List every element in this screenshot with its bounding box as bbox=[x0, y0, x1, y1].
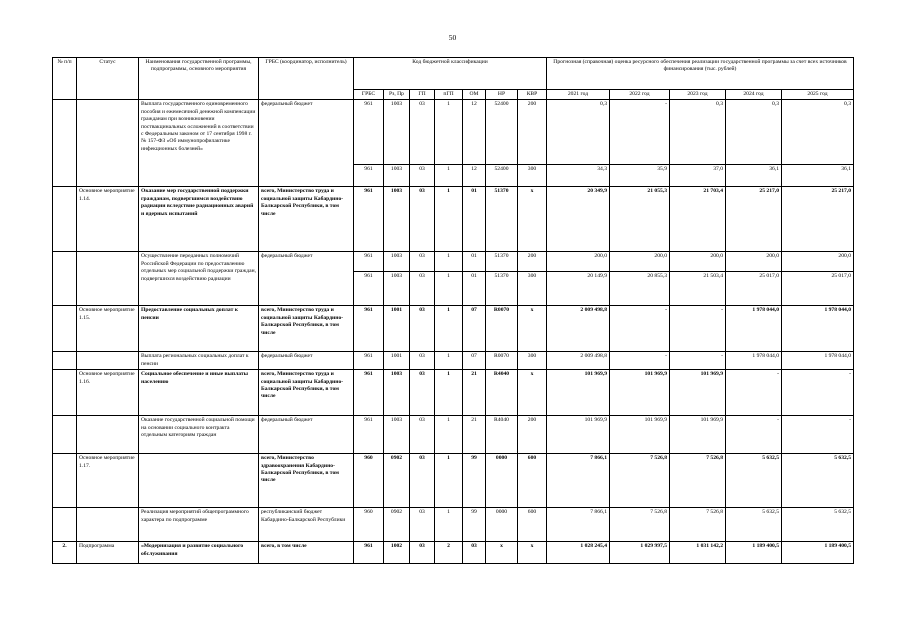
row-value: 0,3 bbox=[782, 100, 854, 165]
row-code: 07 bbox=[463, 352, 486, 370]
row-value: - bbox=[610, 306, 670, 352]
row-value: 25 217,0 bbox=[726, 187, 782, 252]
row-status bbox=[77, 352, 139, 370]
header-code-1: Рз, Пр bbox=[384, 90, 410, 100]
row-grbs: всего, в том числе bbox=[259, 542, 354, 564]
row-status bbox=[77, 416, 139, 454]
table-row bbox=[53, 454, 854, 508]
row-grbs: всего, Министерство труда и социальной защиты Кабардино-Балкарской Республики, в том числе bbox=[259, 306, 354, 352]
row-code: х bbox=[518, 187, 547, 252]
row-code: 960 bbox=[354, 454, 384, 508]
row-code: 300 bbox=[518, 272, 547, 306]
row-code: 21 bbox=[463, 416, 486, 454]
row-value: 0,3 bbox=[670, 100, 726, 165]
row-code: 961 bbox=[354, 416, 384, 454]
row-code: 07 bbox=[463, 306, 486, 352]
row-code: 1 bbox=[435, 352, 463, 370]
row-value: 5 632,5 bbox=[782, 454, 854, 508]
row-name: Оказание мер государственной поддержки гражданам, подвергшимся воздействию радиации вследствие радиационных аварий и ядерных испытаний bbox=[139, 187, 259, 252]
row-code: 1 bbox=[435, 306, 463, 352]
row-num bbox=[53, 352, 77, 370]
row-code: 961 bbox=[354, 100, 384, 165]
row-value: 200,0 bbox=[670, 252, 726, 272]
row-status: Основное мероприятие 1.14. bbox=[77, 187, 139, 252]
row-code: 0000 bbox=[486, 508, 518, 542]
row-code: 1 bbox=[435, 416, 463, 454]
row-code: R4040 bbox=[486, 416, 518, 454]
row-code: 03 bbox=[410, 370, 435, 416]
row-value: 0,3 bbox=[726, 100, 782, 165]
row-num bbox=[53, 306, 77, 352]
header-row bbox=[53, 58, 854, 90]
header-code-4: ОМ bbox=[463, 90, 486, 100]
row-code: 1003 bbox=[384, 252, 410, 272]
row-value: 101 969,9 bbox=[547, 416, 610, 454]
row-value: 200,0 bbox=[726, 252, 782, 272]
row-status: Подпрограмма bbox=[77, 542, 139, 564]
table-row bbox=[53, 352, 854, 370]
row-code: 961 bbox=[354, 187, 384, 252]
row-status bbox=[77, 508, 139, 542]
row-code: 03 bbox=[410, 165, 435, 187]
row-code: 03 bbox=[410, 508, 435, 542]
table-row bbox=[53, 416, 854, 454]
row-value: - bbox=[782, 416, 854, 454]
row-value: 200,0 bbox=[610, 252, 670, 272]
row-code: 600 bbox=[518, 454, 547, 508]
row-value: - bbox=[782, 370, 854, 416]
row-code: 03 bbox=[410, 272, 435, 306]
row-grbs: федеральный бюджет bbox=[259, 416, 354, 454]
row-code: 0902 bbox=[384, 508, 410, 542]
table-row bbox=[53, 306, 854, 352]
row-num bbox=[53, 416, 77, 454]
row-num bbox=[53, 508, 77, 542]
row-num bbox=[53, 100, 77, 187]
row-value: 101 969,9 bbox=[670, 370, 726, 416]
row-code: 03 bbox=[410, 542, 435, 564]
row-value: 101 969,9 bbox=[670, 416, 726, 454]
row-code: 1 bbox=[435, 252, 463, 272]
header-year-2: 2023 год bbox=[670, 90, 726, 100]
row-code: 51370 bbox=[486, 252, 518, 272]
row-value: 7 866,1 bbox=[547, 454, 610, 508]
row-code: 0000 bbox=[486, 454, 518, 508]
row-code: х bbox=[518, 370, 547, 416]
row-value: 101 969,9 bbox=[547, 370, 610, 416]
table-row bbox=[53, 187, 854, 252]
table-row bbox=[53, 508, 854, 542]
row-code: 600 bbox=[518, 508, 547, 542]
row-value: 7 526,8 bbox=[610, 508, 670, 542]
row-num bbox=[53, 454, 77, 508]
row-code: 961 bbox=[354, 542, 384, 564]
row-value: 37,0 bbox=[670, 165, 726, 187]
row-code: 961 bbox=[354, 306, 384, 352]
row-code: 1 bbox=[435, 272, 463, 306]
row-value: 1 978 044,0 bbox=[782, 352, 854, 370]
header-code-6: КВР bbox=[518, 90, 547, 100]
row-num: 2. bbox=[53, 542, 77, 564]
row-code: 99 bbox=[463, 508, 486, 542]
row-code: 51370 bbox=[486, 187, 518, 252]
row-value: 2 009 498,8 bbox=[547, 306, 610, 352]
header-status: Статус bbox=[77, 58, 139, 100]
row-value: 21 503,4 bbox=[670, 272, 726, 306]
row-code: 03 bbox=[410, 252, 435, 272]
row-code: 1003 bbox=[384, 165, 410, 187]
row-code: R0070 bbox=[486, 306, 518, 352]
row-grbs: федеральный бюджет bbox=[259, 252, 354, 306]
row-status: Основное мероприятие 1.17. bbox=[77, 454, 139, 508]
row-value: 101 969,9 bbox=[610, 416, 670, 454]
row-code: х bbox=[518, 306, 547, 352]
row-value: 101 969,9 bbox=[610, 370, 670, 416]
row-code: х bbox=[486, 542, 518, 564]
header-code-0: ГРБС bbox=[354, 90, 384, 100]
row-code: 99 bbox=[463, 454, 486, 508]
row-code: 03 bbox=[410, 416, 435, 454]
row-value: 0,3 bbox=[547, 100, 610, 165]
row-value: 7 866,1 bbox=[547, 508, 610, 542]
row-grbs: федеральный бюджет bbox=[259, 352, 354, 370]
row-name: Реализация мероприятий общепрограммного характера по подпрограмме bbox=[139, 508, 259, 542]
row-grbs: республиканский бюджет Кабардино-Балкарской Республики bbox=[259, 508, 354, 542]
row-code: 1003 bbox=[384, 187, 410, 252]
row-value: 1 978 044,0 bbox=[782, 306, 854, 352]
row-code: R4040 bbox=[486, 370, 518, 416]
row-status: Основное мероприятие 1.16. bbox=[77, 370, 139, 416]
budget-table bbox=[52, 57, 854, 564]
row-num bbox=[53, 187, 77, 252]
row-code: R0070 bbox=[486, 352, 518, 370]
row-value: 25 017,0 bbox=[726, 272, 782, 306]
row-value: - bbox=[670, 352, 726, 370]
row-value: 36,1 bbox=[726, 165, 782, 187]
row-value: 1 189 400,5 bbox=[782, 542, 854, 564]
row-value: 25 217,0 bbox=[782, 187, 854, 252]
row-code: 1 bbox=[435, 454, 463, 508]
header-name: Наименования государственной программы, подпрограммы, основного мероприятия bbox=[139, 58, 259, 100]
row-value: 21 055,3 bbox=[610, 187, 670, 252]
row-code: 1001 bbox=[384, 352, 410, 370]
header-code-2: ГП bbox=[410, 90, 435, 100]
row-code: 01 bbox=[463, 187, 486, 252]
row-code: 300 bbox=[518, 165, 547, 187]
row-code: 961 bbox=[354, 352, 384, 370]
row-value: 21 703,4 bbox=[670, 187, 726, 252]
row-value: 7 526,8 bbox=[670, 508, 726, 542]
row-value: 5 632,5 bbox=[726, 508, 782, 542]
row-code: 03 bbox=[463, 542, 486, 564]
row-code: 961 bbox=[354, 165, 384, 187]
row-code: 300 bbox=[518, 352, 547, 370]
row-code: 52400 bbox=[486, 165, 518, 187]
row-code: 01 bbox=[463, 252, 486, 272]
row-code: 03 bbox=[410, 187, 435, 252]
table-row bbox=[53, 542, 854, 564]
row-name: Оказание государственной социальной помощи на основании социального контракта отдельным категориям граждан bbox=[139, 416, 259, 454]
table-row bbox=[53, 252, 854, 272]
row-value: 7 526,8 bbox=[610, 454, 670, 508]
row-status bbox=[77, 252, 139, 306]
row-code: 2 bbox=[435, 542, 463, 564]
row-value: 36,1 bbox=[782, 165, 854, 187]
row-name: Социальное обеспечение и иные выплаты населению bbox=[139, 370, 259, 416]
row-code: 1003 bbox=[384, 100, 410, 165]
header-year-4: 2025 год bbox=[782, 90, 854, 100]
row-status bbox=[77, 100, 139, 187]
row-code: 51370 bbox=[486, 272, 518, 306]
row-code: 01 bbox=[463, 272, 486, 306]
header-code: Код бюджетной классификации bbox=[354, 58, 547, 90]
row-value: 20 349,9 bbox=[547, 187, 610, 252]
row-grbs: всего, Министерство труда и социальной защиты Кабардино-Балкарской Республики, в том числе bbox=[259, 370, 354, 416]
row-value: 7 526,8 bbox=[670, 454, 726, 508]
row-code: 200 bbox=[518, 416, 547, 454]
row-code: 1003 bbox=[384, 370, 410, 416]
row-value: 1 189 400,5 bbox=[726, 542, 782, 564]
row-value: 1 029 997,5 bbox=[610, 542, 670, 564]
row-code: 12 bbox=[463, 165, 486, 187]
row-code: 1001 bbox=[384, 306, 410, 352]
row-code: 03 bbox=[410, 352, 435, 370]
row-code: х bbox=[518, 542, 547, 564]
row-value: - bbox=[610, 352, 670, 370]
table-row bbox=[53, 100, 854, 165]
row-code: 0902 bbox=[384, 454, 410, 508]
row-code: 200 bbox=[518, 100, 547, 165]
row-code: 200 bbox=[518, 252, 547, 272]
row-value: 20 855,3 bbox=[610, 272, 670, 306]
row-code: 961 bbox=[354, 272, 384, 306]
row-code: 1003 bbox=[384, 272, 410, 306]
header-grbs: ГРБС (координатор, исполнитель) bbox=[259, 58, 354, 100]
header-code-3: пГП bbox=[435, 90, 463, 100]
row-value: 35,9 bbox=[610, 165, 670, 187]
row-code: 961 bbox=[354, 252, 384, 272]
page-number: 50 bbox=[448, 33, 457, 42]
row-name bbox=[139, 454, 259, 508]
row-code: 1 bbox=[435, 187, 463, 252]
row-code: 960 bbox=[354, 508, 384, 542]
row-value: 34,3 bbox=[547, 165, 610, 187]
row-code: 21 bbox=[463, 370, 486, 416]
row-name: Осуществление переданных полномочий Российской Федерации по предоставлению отдельных мер социальной поддержки граждан, подвергшихся воздействию радиации bbox=[139, 252, 259, 306]
header-code-5: НР bbox=[486, 90, 518, 100]
row-value: 200,0 bbox=[547, 252, 610, 272]
row-code: 1 bbox=[435, 165, 463, 187]
row-code: 1 bbox=[435, 370, 463, 416]
row-code: 1002 bbox=[384, 542, 410, 564]
row-value: - bbox=[726, 370, 782, 416]
row-value: 200,0 bbox=[782, 252, 854, 272]
header-year-0: 2021 год bbox=[547, 90, 610, 100]
row-value: 20 149,9 bbox=[547, 272, 610, 306]
header-num: № п/п bbox=[53, 58, 77, 100]
row-value: 1 978 044,0 bbox=[726, 306, 782, 352]
row-value: 5 632,5 bbox=[726, 454, 782, 508]
header-year-3: 2024 год bbox=[726, 90, 782, 100]
row-value: 1 031 142,2 bbox=[670, 542, 726, 564]
row-status: Основное мероприятие 1.15. bbox=[77, 306, 139, 352]
row-grbs: федеральный бюджет bbox=[259, 100, 354, 187]
row-value: - bbox=[670, 306, 726, 352]
row-value: 1 028 245,4 bbox=[547, 542, 610, 564]
row-value: - bbox=[726, 416, 782, 454]
row-code: 1 bbox=[435, 508, 463, 542]
header-year-1: 2022 год bbox=[610, 90, 670, 100]
row-grbs: всего, Министерство труда и социальной защиты Кабардино-Балкарской Республики, в том числе bbox=[259, 187, 354, 252]
row-name: «Модернизация и развитие социального обслуживания bbox=[139, 542, 259, 564]
row-value: 2 009 498,8 bbox=[547, 352, 610, 370]
row-code: 1003 bbox=[384, 416, 410, 454]
row-code: 03 bbox=[410, 306, 435, 352]
row-name: Выплата региональных социальных доплат к пенсии bbox=[139, 352, 259, 370]
row-value: 5 632,5 bbox=[782, 508, 854, 542]
row-num bbox=[53, 370, 77, 416]
row-code: 961 bbox=[354, 370, 384, 416]
row-grbs: всего, Министерство здравоохранения Кабардино-Балкарской Республики, в том числе bbox=[259, 454, 354, 508]
row-value: 1 978 044,0 bbox=[726, 352, 782, 370]
table-row bbox=[53, 370, 854, 416]
row-code: 03 bbox=[410, 454, 435, 508]
header-forecast: Прогнозная (справочная) оценка ресурсного обеспечения реализации государственной программы за счет всех источников финансирования (тыс. рублей) bbox=[547, 58, 854, 90]
row-name: Выплата государственного единовременного пособия и ежемесячной денежной компенсации гражданам при возникновении поствакцинальных осложнений в соответствии с Федеральным законом от 17 сентября 1998 г. № 157-ФЗ «Об иммунопрофилактике инфекционных болезней» bbox=[139, 100, 259, 187]
row-value: 25 017,0 bbox=[782, 272, 854, 306]
row-num bbox=[53, 252, 77, 306]
row-value: - bbox=[610, 100, 670, 165]
row-code: 12 bbox=[463, 100, 486, 165]
row-code: 03 bbox=[410, 100, 435, 165]
row-name: Предоставление социальных доплат к пенсии bbox=[139, 306, 259, 352]
row-code: 52400 bbox=[486, 100, 518, 165]
row-code: 1 bbox=[435, 100, 463, 165]
